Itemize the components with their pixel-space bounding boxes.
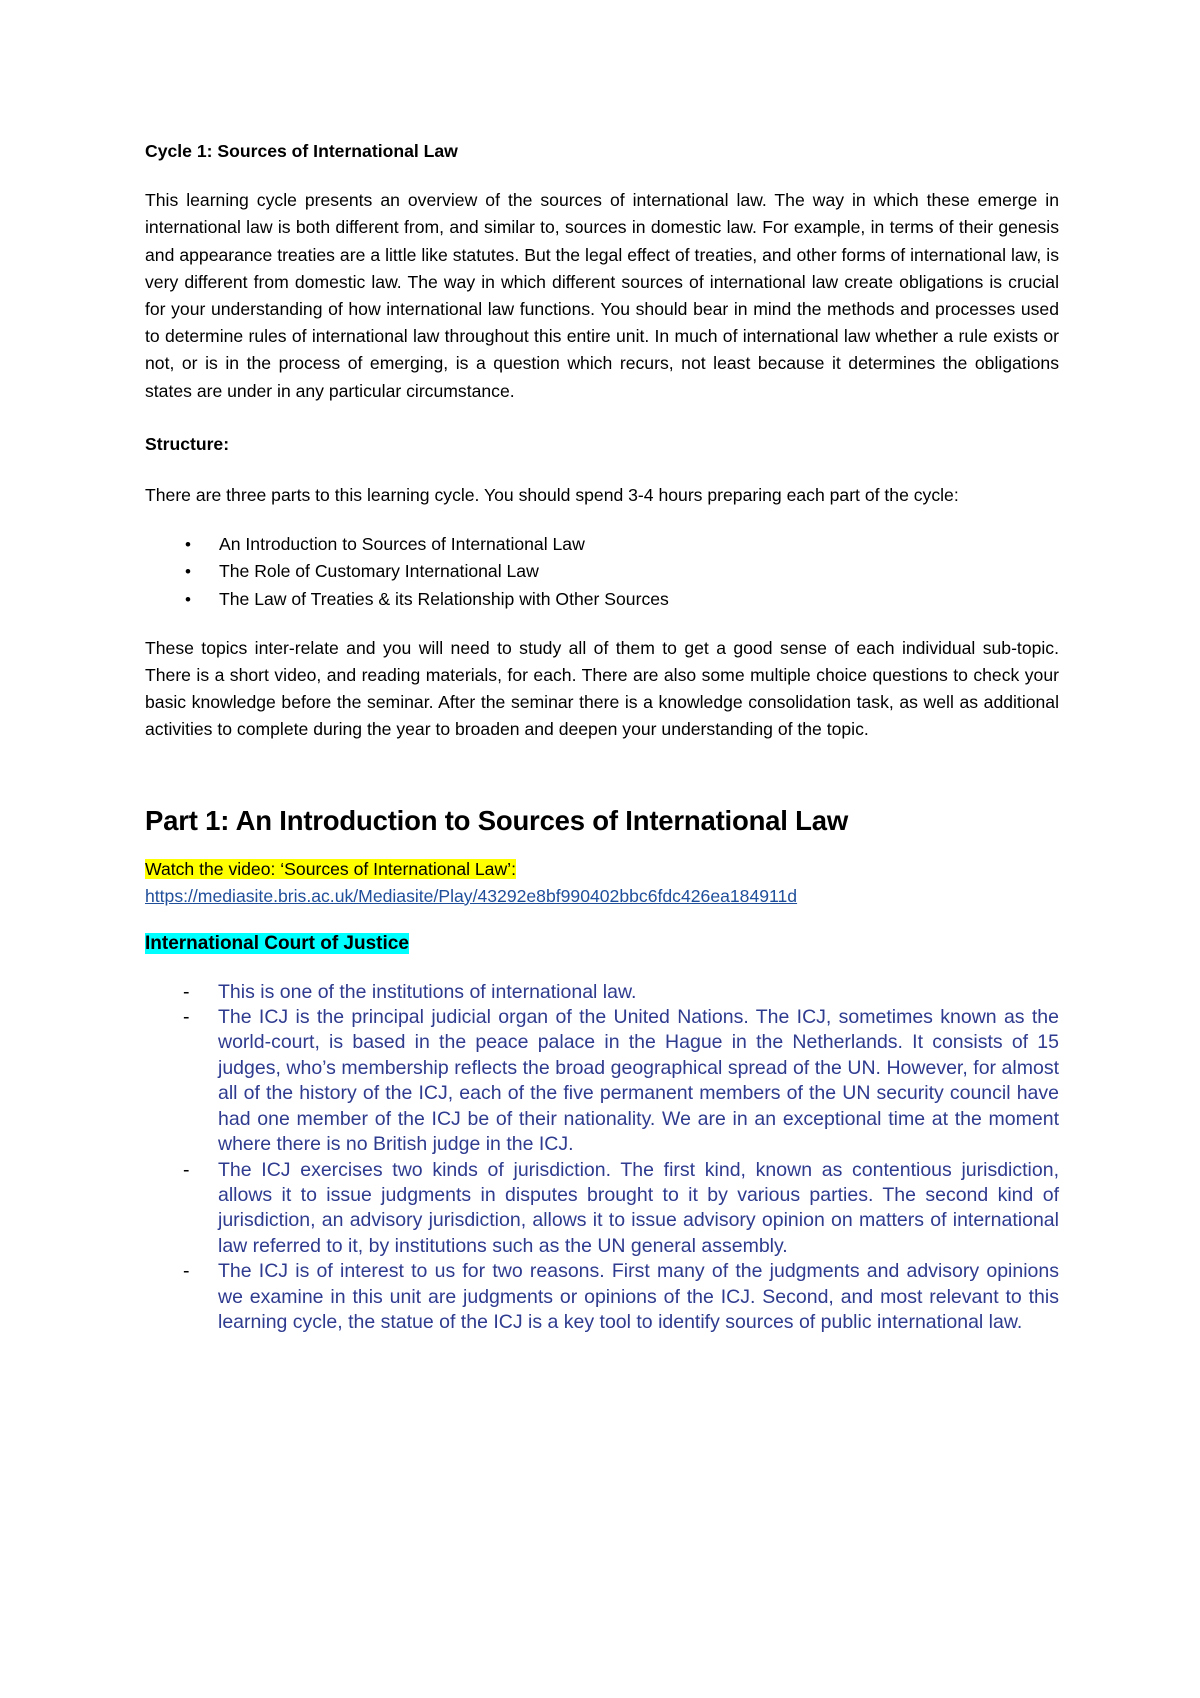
intro-paragraph: This learning cycle presents an overview of the sources of international law. The way in which these emerge in international law is both different from, and similar to, sources in domestic law. For example, in terms of their genesis and appearance treaties are a little like statutes. But the legal effect of treaties, and other forms of international law, is very different from domestic law. The way in which different sources of international law create obligations is crucial for your understanding of how international law functions. You should bear in mind the methods and processes used to determine rules of international law throughout this entire unit. In much of international law whether a rule exists or not, or is in the process of emerging, is a question which recurs, not least because it determines the obligations states are under in any particular circumstance. (145, 190, 1059, 401)
list-item (145, 1158, 1059, 1260)
dash-marker: - (183, 1158, 190, 1181)
bullet-icon: • (185, 562, 191, 582)
icj-points-list (145, 980, 1059, 1336)
part-item-label: An Introduction to Sources of International Law (219, 534, 585, 555)
video-link[interactable]: https://mediasite.bris.ac.uk/Mediasite/Play/43292e8bf990402bbc6fdc426ea184911d (145, 885, 798, 906)
watch-video-label: Watch the video: ‘Sources of International Law’: (145, 858, 516, 879)
icj-point-text: This is one of the institutions of international law. (218, 980, 637, 1003)
list-item (145, 1259, 1059, 1335)
list-item (145, 980, 1059, 1005)
list-item (145, 558, 1059, 585)
dash-marker: - (183, 980, 190, 1003)
parts-list (145, 531, 1059, 613)
document-page (145, 138, 1059, 1335)
icj-heading (145, 930, 1059, 958)
icj-point-text: The ICJ is the principal judicial organ of the United Nations. The ICJ, sometimes known as the world-court, is based in the peace palace in the Hague in the Netherlands. It consists of 15 judges, who’s membership reflects the broad geographical spread of the UN. However, for almost all of the history of the ICJ, each of the five permanent members of the UN security council have had one member of the ICJ be of their nationality. We are in an exceptional time at the moment where there is no British judge in the ICJ. (218, 1006, 1059, 1156)
part-item-label: The Role of Customary International Law (219, 561, 539, 582)
bullet-icon: • (185, 535, 191, 555)
part-item-label: The Law of Treaties & its Relationship with Other Sources (219, 588, 669, 609)
dash-marker: - (183, 1006, 190, 1029)
structure-label: Structure: (145, 433, 230, 454)
icj-heading-text: International Court of Justice (145, 932, 409, 954)
cycle-title: Cycle 1: Sources of International Law (145, 141, 458, 161)
watch-video-line (145, 856, 1059, 883)
dash-marker: - (183, 1260, 190, 1283)
icj-point-text: The ICJ exercises two kinds of jurisdiction. The first kind, known as contentious jurisdiction, allows it to issue judgments in disputes brought to it by various parties. The second kind of jurisdiction, an advisory jurisdiction, allows it to issue advisory opinion on matters of international law referred to it, by institutions such as the UN general assembly. (218, 1158, 1059, 1257)
list-item (145, 1005, 1059, 1157)
part1-heading: Part 1: An Introduction to Sources of International Law (145, 804, 849, 836)
video-link-line (145, 883, 1059, 910)
list-item (145, 586, 1059, 613)
icj-point-text: The ICJ is of interest to us for two reasons. First many of the judgments and advisory opinions we examine in this unit are judgments or opinions of the ICJ. Second, and most relevant to this learning cycle, the statue of the ICJ is a key tool to identify sources of public international law. (218, 1260, 1059, 1333)
list-item (145, 531, 1059, 558)
topics-paragraph: These topics inter-relate and you will need to study all of them to get a good sense of each individual sub-topic. There is a short video, and reading materials, for each. There are also some multiple choice questions to check your basic knowledge before the seminar. After the seminar there is a knowledge consolidation task, as well as additional activities to complete during the year to broaden and deepen your understanding of the topic. (145, 637, 1059, 740)
bullet-icon: • (185, 589, 191, 609)
structure-paragraph: There are three parts to this learning cycle. You should spend 3-4 hours preparing each part of the cycle: (145, 485, 959, 506)
